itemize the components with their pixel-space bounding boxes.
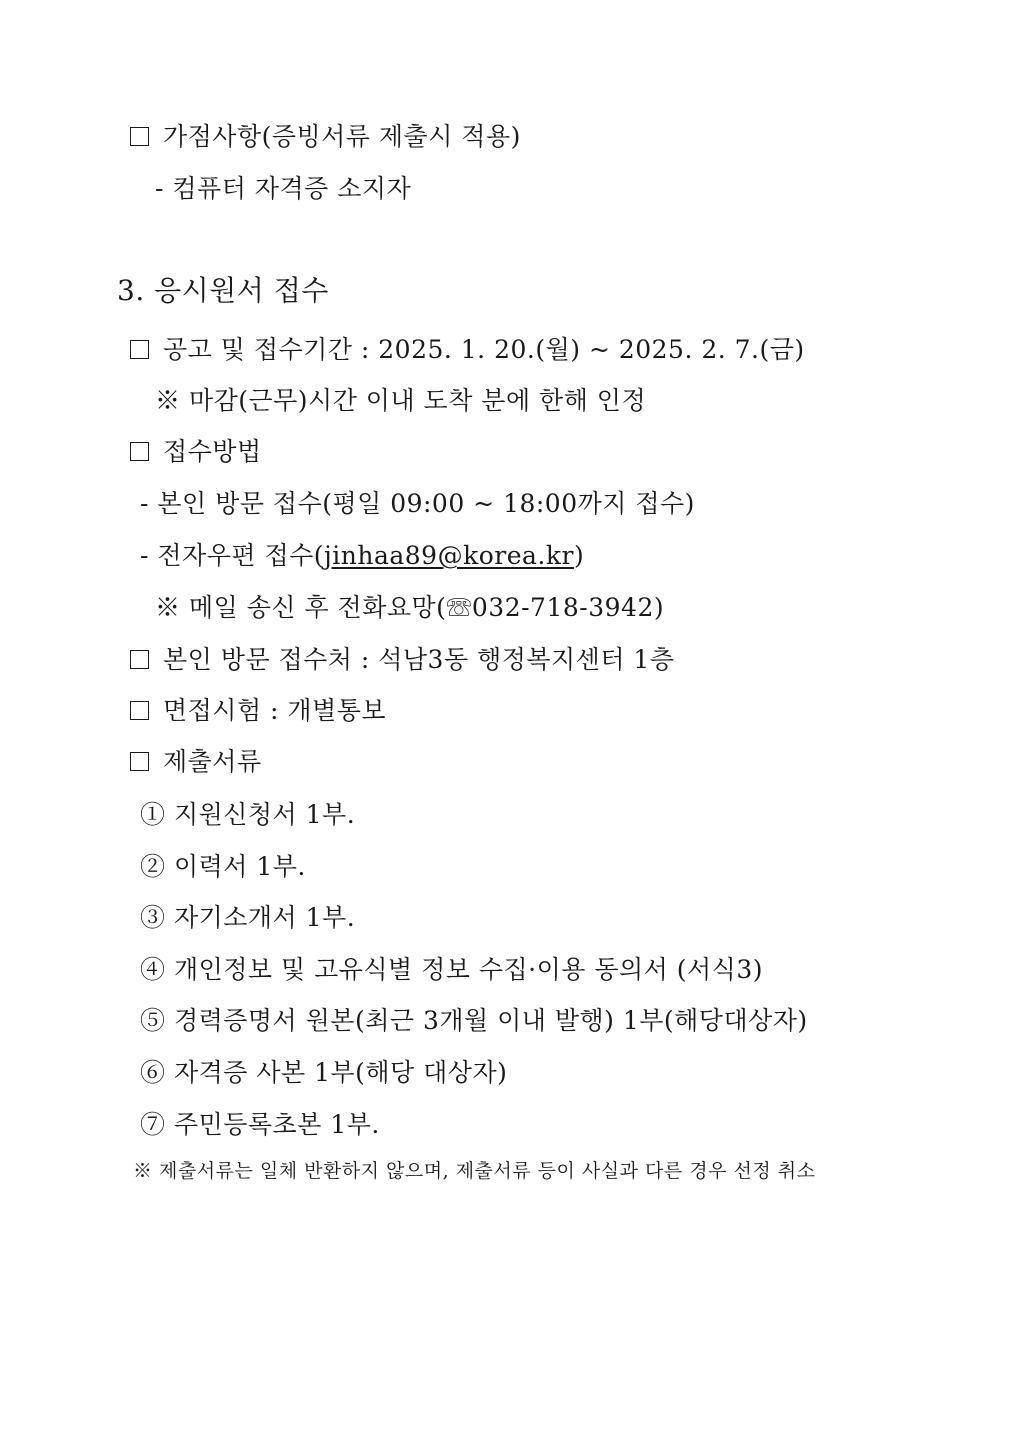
- email-link[interactable]: jinhaa89@korea.kr: [324, 541, 574, 570]
- interview: 면접시험 : 개별통보: [163, 696, 387, 725]
- bonus-title: 가점사항(증빙서류 제출시 적용): [163, 122, 521, 151]
- document-item: ④ 개인정보 및 고유식별 정보 수집·이용 동의서 (서식3): [140, 955, 763, 984]
- method-email-line: [140, 539, 584, 573]
- email-note: ※ 메일 송신 후 전화요망(☏032-718-3942): [155, 593, 665, 622]
- document-item: ⑦ 주민등록초본 1부.: [140, 1110, 380, 1139]
- method-email-prefix: - 전자우편 접수(: [140, 541, 324, 570]
- section-heading: 3. 응시원서 접수: [117, 274, 329, 307]
- bonus-title-line: [130, 120, 521, 154]
- period-label: 공고 및 접수기간 : 2025. 1. 20.(월) ~ 2025. 2. 7.(금): [163, 335, 805, 364]
- period-line: [130, 333, 805, 367]
- period-note: ※ 마감(근무)시간 이내 도착 분에 한해 인정: [155, 386, 647, 415]
- documents-footnote: ※ 제출서류는 일체 반환하지 않으며, 제출서류 등이 사실과 다른 경우 선정 취소: [133, 1160, 816, 1182]
- document-item: ① 지원신청서 1부.: [140, 800, 356, 829]
- checkbox-square-icon: [130, 752, 149, 771]
- method-email-suffix: ): [573, 541, 585, 570]
- method-title: 접수방법: [163, 437, 262, 466]
- document-item: ⑤ 경력증명서 원본(최근 3개월 이내 발행) 1부(해당대상자): [140, 1006, 808, 1035]
- document-item: ③ 자기소개서 1부.: [140, 903, 356, 932]
- documents-title: 제출서류: [163, 747, 262, 776]
- documents-title-line: [130, 745, 262, 779]
- bonus-item: - 컴퓨터 자격증 소지자: [155, 174, 412, 203]
- interview-line: [130, 694, 386, 728]
- method-title-line: [130, 435, 262, 469]
- method-visit: - 본인 방문 접수(평일 09:00 ~ 18:00까지 접수): [140, 489, 695, 518]
- document-item: ⑥ 자격증 사본 1부(해당 대상자): [140, 1058, 508, 1087]
- checkbox-square-icon: [130, 127, 149, 146]
- checkbox-square-icon: [130, 650, 149, 669]
- visit-place: 본인 방문 접수처 : 석남3동 행정복지센터 1층: [163, 645, 675, 674]
- visit-place-line: [130, 643, 674, 677]
- checkbox-square-icon: [130, 701, 149, 720]
- document-item: ② 이력서 1부.: [140, 852, 306, 881]
- checkbox-square-icon: [130, 340, 149, 359]
- checkbox-square-icon: [130, 442, 149, 461]
